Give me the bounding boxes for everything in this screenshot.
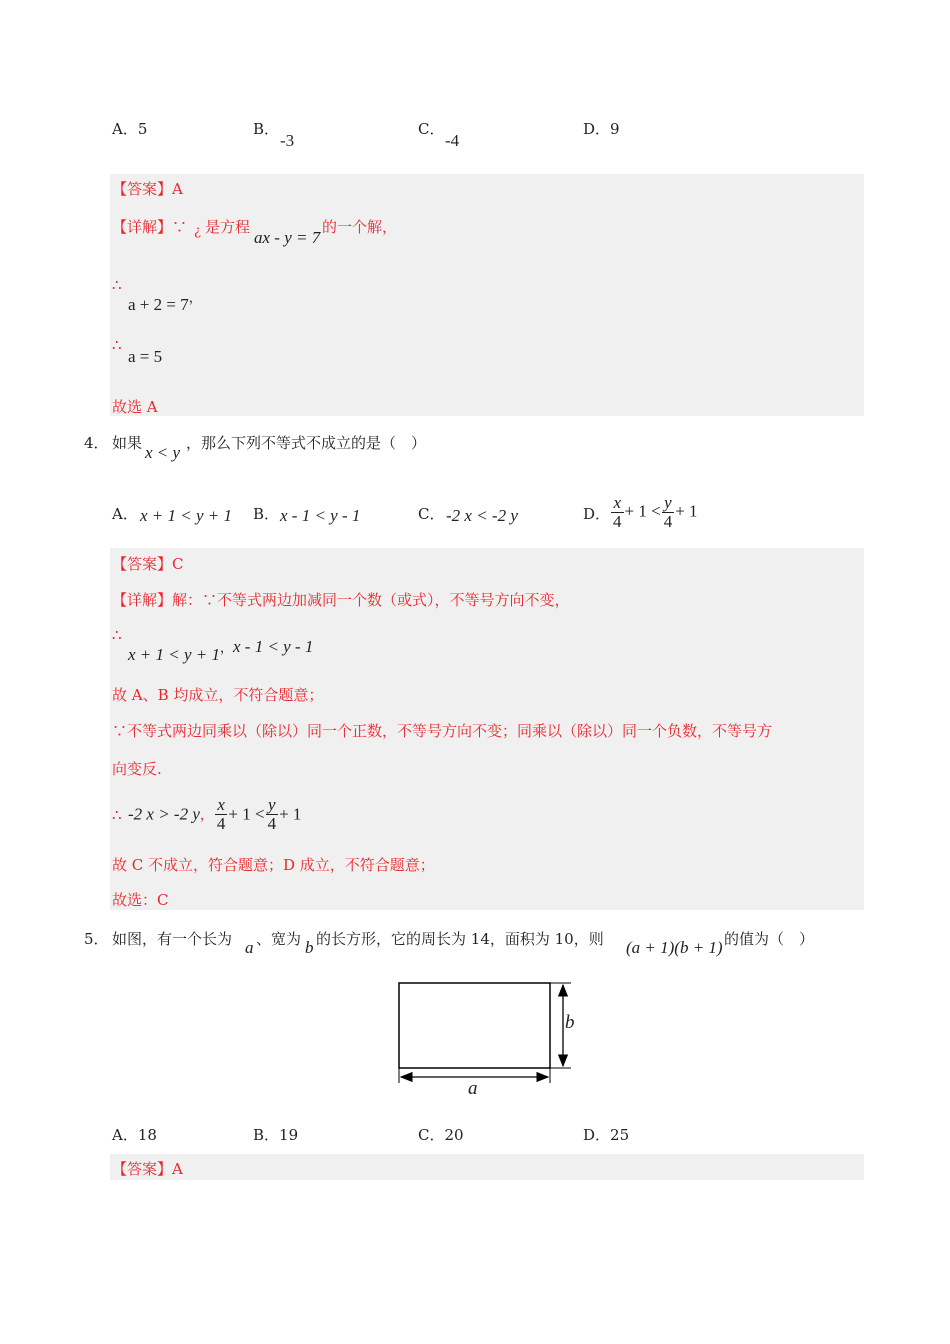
q3-unknown-char: ¿ (194, 224, 201, 239)
q4-option-c-value: -2 x < -2 y (446, 506, 518, 525)
q4-stem-post: ，那么下列不等式不成立的是（ ） (186, 434, 427, 452)
q3-solution-text: 的一个解， (322, 218, 398, 236)
q4-ineq1: x + 1 < y + 1， (128, 640, 234, 664)
q4-line7: 故 C 不成立，符合题意；D 成立，不符合题意； (112, 856, 435, 874)
q3-answer: 【答案】A (112, 180, 183, 198)
q5-stem-4: 的值为（ ） (724, 930, 815, 948)
q5-var-a: a (245, 938, 254, 957)
q3-option-c[interactable]: C． (418, 120, 445, 138)
q4-option-d[interactable]: D． (583, 505, 611, 523)
q4-therefore-2: ∴ (112, 806, 122, 824)
q4-number: 4． (84, 434, 109, 452)
q5-option-b[interactable]: B．19 (253, 1126, 299, 1144)
figure-label-a: a (468, 1078, 478, 1099)
q4-therefore-1: ∴ (112, 626, 122, 644)
figure-label-b: b (565, 1012, 575, 1033)
q3-answer-block (110, 174, 864, 416)
q5-option-d[interactable]: D．25 (583, 1126, 630, 1144)
q3-option-b[interactable]: B． (253, 120, 280, 138)
q5-stem-3: 的长方形，它的周长为 14，面积为 10，则 (316, 930, 604, 948)
q4-option-a[interactable]: A． (112, 505, 138, 523)
q3-option-a[interactable]: A．5 (112, 120, 148, 138)
q4-ineq2: x - 1 < y - 1 (233, 637, 314, 656)
q4-ineq3-line: -2 x > -2 y， $\frac{x}{4}$ + 1 < $\frac{y}{4}$ + 1 (128, 795, 302, 833)
q4-line5: 向变反. (112, 760, 162, 778)
q3-detail-line: 【详解】∵ (112, 218, 188, 236)
q3-step1: a + 2 = 7， (128, 290, 202, 314)
q5-answer: 【答案】A (112, 1160, 183, 1178)
q4-option-b[interactable]: B． (253, 505, 280, 523)
q3-is-equation: 是方程 (205, 218, 251, 236)
q4-detail-line: 【详解】解：∵不等式两边加减同一个数（或式），不等号方向不变， (112, 591, 570, 609)
q3-option-c-value: -4 (445, 131, 460, 150)
q3-therefore-1: ∴ (112, 276, 122, 294)
q3-therefore-2: ∴ (112, 336, 122, 354)
q5-stem-2: 、宽为 (256, 930, 302, 948)
q4-stem-pre: 如果 (112, 434, 143, 452)
q3-equation: ax - y = 7 (254, 228, 321, 247)
q3-option-b-value: -3 (280, 131, 295, 150)
q4-answer: 【答案】C (112, 555, 184, 573)
q5-var-b: b (305, 938, 314, 957)
q3-step2: a = 5 (128, 347, 163, 366)
q4-option-a-value: x + 1 < y + 1 (140, 506, 233, 525)
q4-option-b-value: x - 1 < y - 1 (280, 506, 361, 525)
q3-option-d[interactable]: D．9 (583, 120, 620, 138)
q4-line3: 故 A、B 均成立，不符合题意； (112, 686, 324, 704)
q5-option-a[interactable]: A．18 (112, 1126, 157, 1144)
q5-option-c[interactable]: C．20 (418, 1126, 464, 1144)
q3-conclusion: 故选 A (112, 398, 158, 416)
q5-stem-1: 如图，有一个长为 (112, 930, 233, 948)
q4-condition: x < y (145, 443, 181, 462)
q4-line8: 故选：C (112, 891, 169, 909)
q5-answer-block (110, 1154, 864, 1180)
rectangle (399, 983, 550, 1068)
rectangle-figure (390, 975, 590, 1100)
q4-option-d-value: $\frac{x}{4}$ + 1 < $\frac{y}{4}$ + 1 (613, 493, 698, 531)
q5-expression: (a + 1)(b + 1) (626, 938, 723, 957)
q5-number: 5． (84, 930, 109, 948)
q4-line4: ∵不等式两边同乘以（除以）同一个正数，不等号方向不变；同乘以（除以）同一个负数，不等号方 (112, 722, 773, 740)
q4-option-c[interactable]: C． (418, 505, 445, 523)
